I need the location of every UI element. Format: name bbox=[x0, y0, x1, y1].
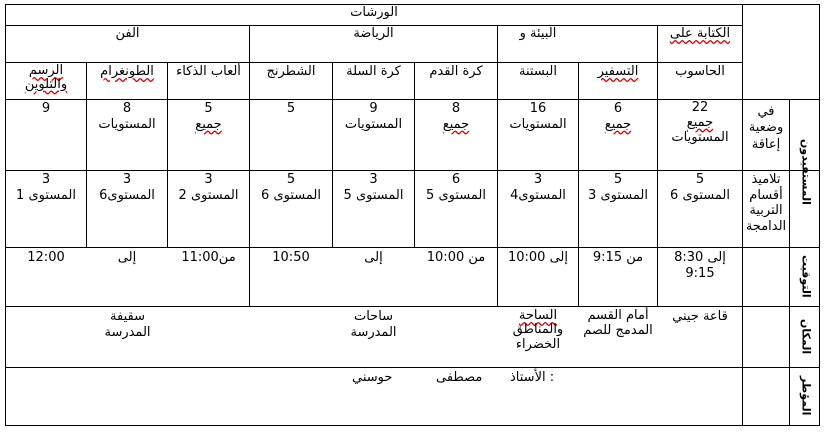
integrated-origami: 3 المستوى6 bbox=[99, 172, 155, 203]
disability-chess: 5 bbox=[286, 101, 296, 116]
integrated-basketball: 3 المستوى 5 bbox=[343, 172, 404, 203]
group-pc-line2: الحاسوب bbox=[675, 64, 725, 79]
disability-basketball: 9 المستويات bbox=[344, 101, 403, 132]
workshop-watering: التسفير bbox=[597, 64, 639, 79]
disability-watering: 6 جميع bbox=[604, 101, 632, 132]
integrated-iq-games: 3 المستوى 2 bbox=[178, 172, 239, 203]
time-basketball: إلى bbox=[364, 250, 383, 265]
disability-drawing: 9 bbox=[41, 101, 51, 116]
group-pc-line1: الكتابة على bbox=[669, 26, 731, 41]
workshop-iq-games: ألعاب الذكاء bbox=[176, 64, 241, 79]
disability-football: 8 جميع bbox=[442, 101, 470, 132]
disability-computer: 22 جميع المستويات bbox=[671, 100, 729, 145]
workshop-drawing: الرسم والتلوين bbox=[24, 63, 68, 92]
time-iq-games: من11:00 bbox=[181, 250, 236, 265]
disability-origami: 8 المستويات bbox=[98, 101, 156, 132]
place-art: سقيفة المدرسة bbox=[104, 309, 151, 340]
table-title: الورشات bbox=[350, 5, 398, 20]
label-beneficiaries: المستفيدون bbox=[799, 139, 813, 205]
label-disability: في وضعية إعاقة bbox=[748, 104, 784, 152]
staff-last-name: حوسني bbox=[352, 370, 393, 385]
label-time: التوقيت bbox=[799, 255, 813, 298]
workshop-chess: الشطرنج bbox=[266, 64, 316, 79]
time-origami: إلى bbox=[117, 250, 137, 265]
time-computer: 8:30 إلى 9:15 bbox=[674, 250, 726, 281]
place-sport: ساحات المدرسة bbox=[350, 309, 397, 340]
place-gardening: الساحة والمناطق الخضراء bbox=[512, 308, 564, 352]
integrated-gardening: 3 المستوى4 bbox=[510, 172, 566, 203]
disability-gardening: 16 المستويات bbox=[509, 101, 567, 132]
time-watering: من 9:15 bbox=[592, 250, 644, 265]
time-chess: 10:50 bbox=[272, 250, 310, 265]
integrated-football: 6 المستوى 5 bbox=[426, 172, 486, 203]
group-env-line2: البستنة bbox=[519, 64, 557, 79]
time-drawing: 12:00 bbox=[27, 250, 65, 265]
place-computer: قاعة جيني bbox=[672, 309, 728, 324]
label-integrated: تلاميذ أقسام التربية الدامجة bbox=[745, 172, 787, 234]
integrated-drawing: 3 المستوى 1 bbox=[16, 172, 76, 203]
place-watering: أمام القسم المدمج للصم bbox=[583, 308, 653, 338]
staff-first-name: مصطفى bbox=[436, 370, 483, 385]
workshop-basketball: كرة السلة bbox=[346, 64, 401, 79]
integrated-watering: 5 المستوى 3 bbox=[588, 172, 648, 203]
integrated-computer: 5 المستوى 6 bbox=[670, 172, 730, 203]
workshop-football: كرة القدم bbox=[429, 64, 483, 79]
label-staff: المؤطر bbox=[799, 376, 813, 416]
time-gardening: إلى 10:00 bbox=[507, 250, 568, 265]
time-football: من 10:00 bbox=[426, 250, 486, 265]
group-art: الفن bbox=[115, 26, 140, 41]
disability-iq-games: 5 جميع bbox=[195, 101, 222, 132]
label-place: المكان bbox=[799, 318, 813, 355]
group-sport: الرياضة bbox=[353, 26, 394, 41]
group-env-line1: البيئة و bbox=[519, 26, 557, 41]
integrated-chess: 5 المستوى 6 bbox=[261, 172, 321, 203]
workshop-origami: الطونغرام bbox=[100, 64, 154, 79]
staff-label: الأستاذ : bbox=[510, 370, 555, 385]
